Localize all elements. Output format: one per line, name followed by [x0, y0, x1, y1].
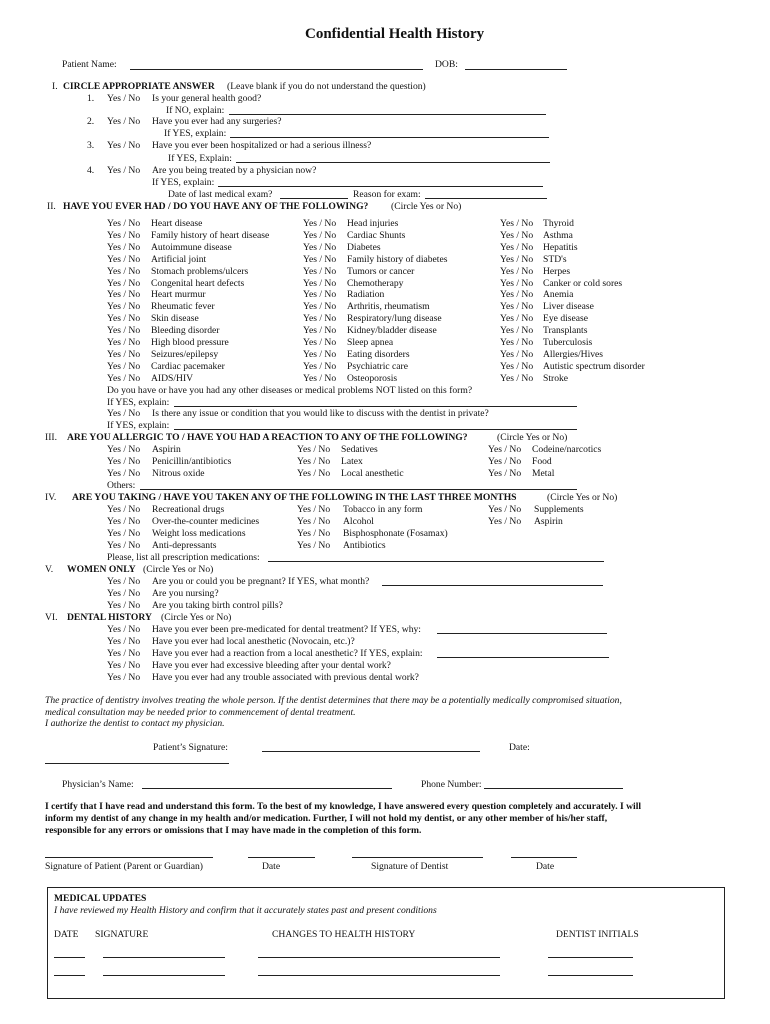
discuss-question: Is there any issue or condition that you would like to discuss with the dentist in private? [152, 408, 489, 419]
pregnant-yes-no[interactable]: Yes / No [107, 576, 141, 587]
medication-label: Supplements [534, 504, 584, 515]
medication-label: Weight loss medications [152, 528, 246, 539]
condition-yes-no[interactable]: Yes / No [500, 325, 534, 337]
medication-label: Aspirin [534, 516, 563, 527]
patient-signature-field[interactable] [262, 751, 480, 752]
q4-number: 4. [87, 165, 95, 176]
condition-yes-no[interactable]: Yes / No [303, 229, 337, 241]
allergy-label: Penicillin/antibiotics [152, 456, 232, 467]
last-exam-field[interactable] [280, 198, 348, 199]
physician-name-field[interactable] [142, 788, 392, 789]
allergy-yes-no[interactable]: Yes / No [297, 444, 331, 455]
medical-updates-title: MEDICAL UPDATES [54, 893, 147, 904]
section-4-note: (Circle Yes or No) [547, 492, 618, 503]
condition-yes-no[interactable]: Yes / No [107, 337, 141, 348]
update-row-1-signature[interactable] [103, 957, 225, 958]
discuss-explain-field[interactable] [174, 429, 577, 430]
excessive-bleeding-question: Have you ever had excessive bleeding after your dental work? [152, 660, 391, 671]
medication-label: Recreational drugs [152, 504, 225, 515]
condition-yes-no[interactable]: Yes / No [500, 277, 534, 289]
update-row-2-initials[interactable] [548, 975, 633, 976]
section-2-note: (Circle Yes or No) [391, 201, 462, 212]
condition-label: Stroke [543, 372, 569, 384]
medication-yes-no[interactable]: Yes / No [297, 516, 331, 527]
condition-label: Eating disorders [347, 348, 410, 360]
condition-label: Chemotherapy [347, 277, 404, 289]
medication-label: Over-the-counter medicines [152, 516, 260, 527]
birth-control-yes-no[interactable]: Yes / No [107, 600, 141, 611]
medication-label: Alcohol [343, 516, 374, 527]
allergy-label: Nitrous oxide [152, 468, 205, 479]
condition-yes-no[interactable]: Yes / No [303, 372, 337, 384]
other-diseases-explain-label: If YES, explain: [107, 397, 170, 408]
practice-text-line-2: medical consultation may be needed prior to commencement of dental treatment. [45, 707, 356, 718]
condition-yes-no[interactable]: Yes / No [107, 301, 141, 313]
prescription-list-label: Please, list all prescription medications: [107, 552, 260, 563]
discuss-explain-label: If YES, explain: [107, 420, 170, 431]
condition-yes-no[interactable]: Yes / No [500, 253, 534, 265]
condition-label: Osteoporosis [347, 372, 398, 384]
q3-explain-field[interactable] [236, 162, 550, 163]
condition-label: Autoimmune disease [151, 241, 232, 253]
condition-label: Radiation [347, 289, 385, 301]
condition-label: Anemia [543, 289, 574, 301]
condition-yes-no[interactable]: Yes / No [500, 289, 534, 301]
premedicated-why-field[interactable] [437, 633, 607, 634]
prescription-list-field[interactable] [268, 561, 604, 562]
section-5-heading: WOMEN ONLY [67, 564, 136, 575]
patient-date-field[interactable] [248, 857, 315, 858]
condition-label: Allergies/Hives [543, 348, 604, 360]
condition-label: Rheumatic fever [151, 301, 215, 313]
q3-number: 3. [87, 140, 95, 151]
condition-label: Family history of diabetes [347, 253, 448, 265]
medication-label: Tobacco in any form [343, 504, 423, 515]
condition-label: STD's [543, 253, 567, 265]
q3-text: Have you ever been hospitalized or had a serious illness? [152, 140, 372, 151]
dentist-signature-field[interactable] [352, 857, 483, 858]
condition-yes-no[interactable]: Yes / No [107, 313, 141, 325]
allergy-others-field[interactable] [140, 489, 577, 490]
section-2-heading: HAVE YOU EVER HAD / DO YOU HAVE ANY OF THE FOLLOWING? [63, 201, 369, 212]
medical-updates-box [47, 887, 725, 999]
condition-yes-no[interactable]: Yes / No [107, 360, 141, 372]
phone-number-label: Phone Number: [421, 779, 482, 790]
medication-yes-no[interactable]: Yes / No [107, 528, 141, 539]
q2-explain-field[interactable] [230, 137, 549, 138]
dentist-signature-label: Signature of Dentist [371, 861, 449, 872]
condition-label: Artificial joint [151, 253, 207, 265]
condition-label: Tuberculosis [543, 337, 593, 348]
allergy-label: Local anesthetic [341, 468, 404, 479]
condition-yes-no[interactable]: Yes / No [303, 218, 337, 229]
condition-yes-no[interactable]: Yes / No [107, 289, 141, 301]
condition-label: Tumors or cancer [347, 265, 415, 277]
condition-yes-no[interactable]: Yes / No [500, 372, 534, 384]
allergy-label: Latex [341, 456, 363, 467]
condition-label: Skin disease [151, 313, 199, 325]
update-row-1-date[interactable] [54, 957, 85, 958]
condition-label: Eye disease [543, 313, 589, 325]
practice-text-line-3: I authorize the dentist to contact my physician. [45, 718, 225, 729]
condition-label: Hepatitis [543, 241, 578, 253]
updates-signature-header: SIGNATURE [95, 929, 149, 940]
condition-label: Respiratory/lung disease [347, 313, 442, 325]
q2-number: 2. [87, 116, 95, 127]
condition-yes-no[interactable]: Yes / No [303, 241, 337, 253]
patient-signature-label: Patient’s Signature: [153, 742, 228, 753]
medication-yes-no[interactable]: Yes / No [488, 504, 522, 515]
condition-yes-no[interactable]: Yes / No [303, 337, 337, 348]
condition-yes-no[interactable]: Yes / No [303, 265, 337, 277]
section-5-number: V. [45, 564, 54, 575]
allergy-label: Aspirin [152, 444, 181, 455]
medication-label: Anti-depressants [152, 540, 217, 551]
condition-label: Arthritis, rheumatism [347, 301, 430, 313]
condition-label: Sleep apnea [347, 337, 394, 348]
allergy-yes-no[interactable]: Yes / No [488, 444, 522, 455]
q4-explain-field[interactable] [218, 186, 543, 187]
condition-label: Cardiac Shunts [347, 229, 406, 241]
other-diseases-explain-field[interactable] [174, 406, 577, 407]
q3-yes-no[interactable]: Yes / No [107, 140, 141, 151]
medication-yes-no[interactable]: Yes / No [488, 516, 522, 527]
condition-label: Heart disease [151, 218, 203, 229]
condition-yes-no[interactable]: Yes / No [500, 241, 534, 253]
section-4-heading: ARE YOU TAKING / HAVE YOU TAKEN ANY OF THE FOLLOWING IN THE LAST THREE MONTHS [72, 492, 517, 503]
condition-yes-no[interactable]: Yes / No [500, 337, 534, 348]
medical-updates-subtitle: I have reviewed my Health History and confirm that it accurately states past and present conditions [54, 905, 437, 916]
q2-yes-no[interactable]: Yes / No [107, 116, 141, 127]
medication-label: Bisphosphonate (Fosamax) [343, 528, 448, 539]
anesthetic-reaction-field[interactable] [437, 657, 609, 658]
dob-label: DOB: [435, 59, 458, 70]
patient-name-field[interactable] [130, 69, 423, 70]
condition-label: AIDS/HIV [151, 372, 194, 384]
q1-number: 1. [87, 93, 95, 104]
certify-text-line-3: responsible for any errors or omissions that I may have made in the completion of this form. [45, 825, 422, 836]
allergy-label: Sedatives [341, 444, 378, 455]
condition-label: Psychiatric care [347, 360, 408, 372]
condition-label: Canker or cold sores [543, 277, 623, 289]
excessive-bleeding-yes-no[interactable]: Yes / No [107, 660, 141, 671]
condition-yes-no[interactable]: Yes / No [107, 325, 141, 337]
update-row-1-initials[interactable] [548, 957, 633, 958]
condition-yes-no[interactable]: Yes / No [303, 360, 337, 372]
section-1-heading: CIRCLE APPROPRIATE ANSWER [63, 81, 215, 92]
condition-yes-no[interactable]: Yes / No [500, 218, 534, 229]
birth-control-question: Are you taking birth control pills? [152, 600, 283, 611]
medication-yes-no[interactable]: Yes / No [297, 528, 331, 539]
condition-label: Herpes [543, 265, 571, 277]
section-2-number: II. [47, 201, 56, 212]
condition-yes-no[interactable]: Yes / No [500, 265, 534, 277]
allergy-label: Metal [532, 468, 555, 479]
section-3-note: (Circle Yes or No) [497, 432, 568, 443]
dentist-date-field[interactable] [511, 857, 577, 858]
q4-explain-label: If YES, explain: [152, 177, 215, 188]
dental-trouble-yes-no[interactable]: Yes / No [107, 672, 141, 683]
medication-yes-no[interactable]: Yes / No [107, 504, 141, 515]
allergy-yes-no[interactable]: Yes / No [488, 456, 522, 467]
condition-yes-no[interactable]: Yes / No [107, 277, 141, 289]
dob-field[interactable] [465, 69, 567, 70]
section-1-number: I. [52, 81, 58, 92]
section-6-number: VI. [45, 612, 58, 623]
condition-yes-no[interactable]: Yes / No [500, 301, 534, 313]
q4-text: Are you being treated by a physician now? [152, 165, 317, 176]
condition-yes-no[interactable]: Yes / No [107, 372, 141, 384]
certify-text-line-2: inform my dentist of any change in my health and/or medication. Further, I will not hold my dentist, or any other member of his/her staff, [45, 813, 608, 824]
page-title: Confidential Health History [305, 26, 485, 42]
premedicated-yes-no[interactable]: Yes / No [107, 624, 141, 635]
updates-initials-header: DENTIST INITIALS [556, 929, 639, 940]
condition-label: Family history of heart disease [151, 229, 270, 241]
allergy-yes-no[interactable]: Yes / No [107, 456, 141, 467]
condition-label: Head injuries [347, 218, 399, 229]
dentist-date-label: Date [536, 861, 555, 872]
condition-yes-no[interactable]: Yes / No [107, 348, 141, 360]
q1-explain-field[interactable] [229, 114, 546, 115]
condition-yes-no[interactable]: Yes / No [500, 229, 534, 241]
dental-trouble-question: Have you ever had any trouble associated with previous dental work? [152, 672, 419, 683]
section-1-note: (Leave blank if you do not understand the question) [227, 81, 426, 92]
q2-explain-label: If YES, explain: [164, 128, 227, 139]
q1-explain-label: If NO, explain: [166, 105, 225, 116]
allergy-yes-no[interactable]: Yes / No [107, 468, 141, 479]
condition-label: Cardiac pacemaker [151, 360, 225, 372]
certify-text-line-1: I certify that I have read and understand this form. To the best of my knowledge, I have answered every question completely and accurately. I will [45, 801, 642, 812]
last-exam-label: Date of last medical exam? [168, 189, 273, 200]
condition-yes-no[interactable]: Yes / No [303, 253, 337, 265]
condition-yes-no[interactable]: Yes / No [303, 313, 337, 325]
condition-yes-no[interactable]: Yes / No [107, 241, 141, 253]
condition-label: Liver disease [543, 301, 594, 313]
condition-label: Autistic spectrum disorder [543, 360, 645, 372]
condition-label: Asthma [543, 229, 573, 241]
nursing-yes-no[interactable]: Yes / No [107, 588, 141, 599]
condition-yes-no[interactable]: Yes / No [107, 218, 141, 229]
condition-yes-no[interactable]: Yes / No [303, 277, 337, 289]
allergy-yes-no[interactable]: Yes / No [488, 468, 522, 479]
allergy-others-label: Others: [107, 480, 136, 491]
section-3-heading: ARE YOU ALLERGIC TO / HAVE YOU HAD A REACTION TO ANY OF THE FOLLOWING? [67, 432, 468, 443]
condition-yes-no[interactable]: Yes / No [303, 348, 337, 360]
condition-yes-no[interactable]: Yes / No [500, 348, 534, 360]
pregnant-question: Are you or could you be pregnant? If YES, what month? [152, 576, 370, 587]
other-diseases-question: Do you have or have you had any other diseases or medical problems NOT listed on this form? [107, 385, 473, 396]
update-row-2-signature[interactable] [103, 975, 225, 976]
discuss-yes-no[interactable]: Yes / No [107, 408, 141, 419]
update-row-1-changes[interactable] [258, 957, 500, 958]
update-row-2-changes[interactable] [258, 975, 500, 976]
condition-yes-no[interactable]: Yes / No [107, 253, 141, 265]
local-anesthetic-question: Have you ever had local anesthetic (Novocain, etc.)? [152, 636, 355, 647]
allergy-label: Food [532, 456, 552, 467]
patient-guardian-signature-field[interactable] [45, 857, 213, 858]
section-4-number: IV. [45, 492, 57, 503]
patient-guardian-signature-label: Signature of Patient (Parent or Guardian) [45, 861, 203, 872]
patient-date-label: Date [262, 861, 281, 872]
condition-yes-no[interactable]: Yes / No [500, 313, 534, 325]
updates-changes-header: CHANGES TO HEALTH HISTORY [272, 929, 416, 940]
allergy-yes-no[interactable]: Yes / No [107, 444, 141, 455]
allergy-label: Codeine/narcotics [532, 444, 602, 455]
condition-yes-no[interactable]: Yes / No [303, 325, 337, 337]
allergy-yes-no[interactable]: Yes / No [297, 456, 331, 467]
nursing-question: Are you nursing? [152, 588, 219, 599]
condition-yes-no[interactable]: Yes / No [500, 360, 534, 372]
local-anesthetic-yes-no[interactable]: Yes / No [107, 636, 141, 647]
condition-label: Transplants [543, 325, 588, 337]
medication-yes-no[interactable]: Yes / No [297, 504, 331, 515]
condition-label: Heart murmur [151, 289, 206, 301]
condition-yes-no[interactable]: Yes / No [107, 229, 141, 241]
condition-label: Thyroid [543, 218, 574, 229]
section-5-note: (Circle Yes or No) [143, 564, 214, 575]
exam-reason-label: Reason for exam: [353, 189, 421, 200]
anesthetic-reaction-question: Have you ever had a reaction from a local anesthetic? If YES, explain: [152, 648, 423, 659]
premedicated-question: Have you ever been pre-medicated for dental treatment? If YES, why: [152, 624, 421, 635]
condition-label: Stomach problems/ulcers [151, 265, 249, 277]
medication-yes-no[interactable]: Yes / No [107, 540, 141, 551]
q3-explain-label: If YES, Explain: [168, 153, 232, 164]
update-row-2-date[interactable] [54, 975, 85, 976]
allergy-yes-no[interactable]: Yes / No [297, 468, 331, 479]
section-3-number: III. [45, 432, 57, 443]
condition-label: Diabetes [347, 241, 381, 253]
condition-label: Kidney/bladder disease [347, 325, 437, 337]
q1-yes-no[interactable]: Yes / No [107, 93, 141, 104]
condition-yes-no[interactable]: Yes / No [303, 289, 337, 301]
exam-reason-field[interactable] [425, 198, 547, 199]
section-6-heading: DENTAL HISTORY [67, 612, 152, 623]
condition-label: Congenital heart defects [151, 277, 245, 289]
patient-signature-date-label: Date: [509, 742, 530, 753]
physician-name-label: Physician’s Name: [62, 779, 134, 790]
practice-text-line-1: The practice of dentistry involves treating the whole person. If the dentist determines that there may be a potentially medically compromised situation, [45, 695, 622, 706]
condition-yes-no[interactable]: Yes / No [107, 265, 141, 277]
phone-number-field[interactable] [484, 788, 623, 789]
medication-yes-no[interactable]: Yes / No [107, 516, 141, 527]
patient-name-label: Patient Name: [62, 59, 117, 70]
pregnant-month-field[interactable] [382, 585, 603, 586]
section-6-note: (Circle Yes or No) [161, 612, 232, 623]
q4-yes-no[interactable]: Yes / No [107, 165, 141, 176]
anesthetic-reaction-yes-no[interactable]: Yes / No [107, 648, 141, 659]
q1-text: Is your general health good? [152, 93, 262, 104]
patient-signature-date-field[interactable] [45, 763, 229, 764]
condition-label: Seizures/epilepsy [151, 348, 219, 360]
condition-label: Bleeding disorder [151, 325, 220, 337]
q2-text: Have you ever had any surgeries? [152, 116, 282, 127]
medication-yes-no[interactable]: Yes / No [297, 540, 331, 551]
updates-date-header: DATE [54, 929, 79, 940]
condition-label: High blood pressure [151, 337, 229, 348]
condition-yes-no[interactable]: Yes / No [303, 301, 337, 313]
medication-label: Antibiotics [343, 540, 386, 551]
